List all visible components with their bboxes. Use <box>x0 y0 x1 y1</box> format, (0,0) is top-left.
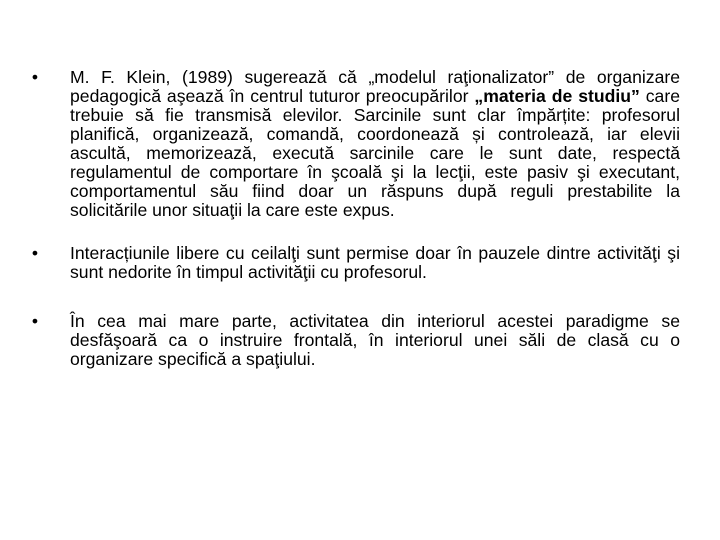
bullet-text: Interacțiunile libere cu ceilalţi sunt permise doar în pauzele dintre activităţi şi sunt nedorite în timpul activităţii cu profesorul. <box>70 243 680 282</box>
bullet-icon: • <box>31 67 39 87</box>
bullet-icon: • <box>31 243 39 263</box>
bullet-item-interactions <box>28 244 680 282</box>
bullet-text <box>70 68 680 220</box>
bullet-text-part: M. F. Klein, (1989) sugerează că „modelul raţionalizator” de organizare pedagogică aşează în centrul tuturor preocupărilor <box>70 67 680 106</box>
bullet-icon: • <box>31 311 39 331</box>
bullet-text: În cea mai mare parte, activitatea din interiorul acestei paradigme se desfăşoară ca o instruire frontală, în interiorul unei săli de clasă cu o organizare specifică a spaţiului. <box>70 311 680 369</box>
bullet-text-part: care trebuie să fie transmisă elevilor. Sarcinile sunt clar împărțite: profesorul planifică, organizează, comandă, coordonează și controlează, iar elevii ascultă, memorizează, execută sarcinile care le sunt date, respectă regulamentul de comportare în şcoală şi la lecţii, este pasiv şi executant, comportamentul său fiind doar un răspuns după reguli prestabilite la solicitările unor situaţii la care este expus. <box>70 86 680 220</box>
bullet-item-klein-model <box>28 68 680 220</box>
bullet-item-frontal-instruction <box>28 312 680 369</box>
bullet-text-bold: „materia de studiu” <box>474 86 640 106</box>
bullet-list <box>28 68 680 393</box>
